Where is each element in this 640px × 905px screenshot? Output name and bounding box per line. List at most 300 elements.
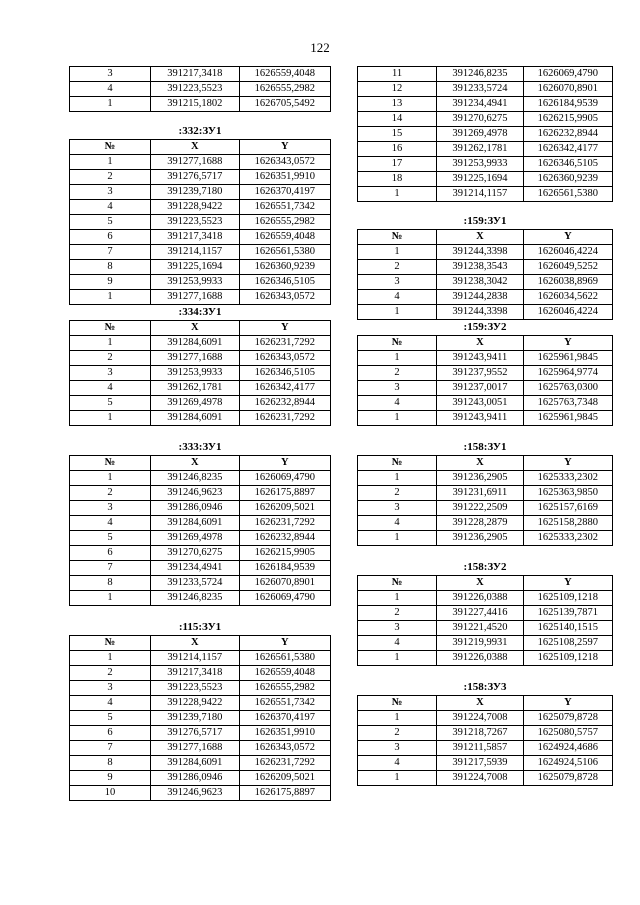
table-row [70,336,331,351]
table-row [358,290,613,305]
table-row [358,606,613,621]
table-row [70,275,331,290]
y-coordinate: 1626215,9905 [523,112,612,127]
table-row [358,711,613,726]
number-column-header: № [358,696,437,711]
table-row [70,155,331,170]
table-row [358,771,613,786]
point-number: 1 [358,305,437,320]
x-coordinate: 391284,6091 [150,516,239,531]
x-coordinate: 391237,9552 [437,366,524,381]
point-number: 7 [70,561,151,576]
x-coordinate: 391217,3418 [150,666,239,681]
y-column-header: Y [239,636,330,651]
y-coordinate: 1625109,1218 [523,651,612,666]
table-row [358,381,613,396]
y-coordinate: 1626351,9910 [239,726,330,741]
table-row [358,351,613,366]
point-number: 1 [70,336,151,351]
table-row [358,366,613,381]
y-coordinate: 1626343,0572 [239,741,330,756]
y-coordinate: 1626705,5492 [239,97,330,112]
y-coordinate: 1626175,8897 [239,786,330,801]
x-coordinate: 391219,9931 [437,636,524,651]
point-number: 3 [358,381,437,396]
table-row [358,260,613,275]
x-coordinate: 391276,5717 [150,726,239,741]
coordinate-block [357,680,613,786]
coordinate-table [357,695,613,786]
y-coordinate: 1626555,2982 [239,215,330,230]
x-coordinate: 391246,8235 [437,67,524,82]
point-number: 5 [70,396,151,411]
x-coordinate: 391284,6091 [150,336,239,351]
table-row [358,245,613,260]
x-column-header: X [437,576,524,591]
table-header-row [70,140,331,155]
table-row [70,561,331,576]
x-coordinate: 391270,6275 [150,546,239,561]
y-column-header: Y [523,696,612,711]
point-number: 5 [70,531,151,546]
point-number: 1 [358,651,437,666]
point-number: 1 [358,187,437,202]
y-coordinate: 1626231,7292 [239,411,330,426]
table-row [358,486,613,501]
table-row [358,396,613,411]
point-number: 16 [358,142,437,157]
point-number: 1 [358,245,437,260]
table-row [70,471,331,486]
point-number: 2 [70,666,151,681]
table-header-row [70,636,331,651]
x-coordinate: 391228,9422 [150,200,239,215]
table-header-row [70,456,331,471]
y-column-header: Y [523,336,612,351]
table-row [70,411,331,426]
coordinate-table [357,575,613,666]
point-number: 3 [358,501,437,516]
point-number: 2 [358,726,437,741]
x-coordinate: 391284,6091 [150,756,239,771]
table-row [358,172,613,187]
table-header-row [358,576,613,591]
coordinate-block [69,305,331,426]
table-header-row [358,336,613,351]
point-number: 8 [70,576,151,591]
table-row [70,170,331,185]
point-number: 2 [358,606,437,621]
point-number: 8 [70,756,151,771]
table-row [358,621,613,636]
point-number: 3 [70,67,151,82]
parcel-title: :332:ЗУ1 [178,125,222,137]
x-coordinate: 391246,9623 [150,786,239,801]
y-coordinate: 1626555,2982 [239,681,330,696]
table-row [358,636,613,651]
x-coordinate: 391253,9933 [437,157,524,172]
x-coordinate: 391246,8235 [150,591,239,606]
x-coordinate: 391246,8235 [150,471,239,486]
y-coordinate: 1624924,4686 [523,741,612,756]
y-coordinate: 1625158,2880 [523,516,612,531]
table-row [70,230,331,245]
x-coordinate: 391238,3042 [437,275,524,290]
coordinate-block [69,124,331,305]
x-coordinate: 391218,7267 [437,726,524,741]
x-coordinate: 391239,7180 [150,185,239,200]
table-row [70,681,331,696]
y-column-header: Y [239,140,330,155]
coordinate-table [357,335,613,426]
table-row [358,471,613,486]
x-coordinate: 391237,0017 [437,381,524,396]
point-number: 1 [70,411,151,426]
point-number: 3 [70,366,151,381]
table-row [70,591,331,606]
point-number: 11 [358,67,437,82]
y-column-header: Y [523,230,612,245]
x-coordinate: 391269,4978 [150,531,239,546]
point-number: 3 [70,681,151,696]
y-coordinate: 1626049,5252 [523,260,612,275]
parcel-title: :159:ЗУ1 [463,215,507,227]
y-column-header: Y [523,456,612,471]
point-number: 4 [358,756,437,771]
table-row [70,351,331,366]
y-coordinate: 1626069,4790 [239,591,330,606]
y-column-header: Y [239,321,330,336]
point-number: 2 [358,486,437,501]
point-number: 1 [70,591,151,606]
point-number: 1 [358,351,437,366]
point-number: 5 [70,215,151,230]
y-coordinate: 1626346,5105 [523,157,612,172]
point-number: 14 [358,112,437,127]
y-coordinate: 1626046,4224 [523,245,612,260]
number-column-header: № [70,140,151,155]
point-number: 18 [358,172,437,187]
y-coordinate: 1625333,2302 [523,471,612,486]
coordinate-table [357,455,613,546]
table-row [70,741,331,756]
y-coordinate: 1626209,5021 [239,771,330,786]
table-row [70,576,331,591]
x-coordinate: 391227,4416 [437,606,524,621]
table-row [358,516,613,531]
table-row [70,651,331,666]
y-coordinate: 1626561,5380 [239,245,330,260]
table-row [70,711,331,726]
point-number: 1 [358,711,437,726]
point-number: 2 [70,170,151,185]
y-coordinate: 1625157,6169 [523,501,612,516]
table-row [358,112,613,127]
point-number: 15 [358,127,437,142]
table-row [358,187,613,202]
y-coordinate: 1625961,9845 [523,411,612,426]
point-number: 4 [70,200,151,215]
y-coordinate: 1624924,5106 [523,756,612,771]
table-row [70,516,331,531]
number-column-header: № [70,321,151,336]
y-coordinate: 1626342,4177 [523,142,612,157]
x-coordinate: 391244,2838 [437,290,524,305]
point-number: 2 [70,351,151,366]
y-coordinate: 1626070,8901 [239,576,330,591]
table-row [358,97,613,112]
point-number: 2 [70,486,151,501]
x-column-header: X [150,456,239,471]
parcel-title: :159:ЗУ2 [463,321,507,333]
number-column-header: № [70,636,151,651]
y-coordinate: 1626184,9539 [523,97,612,112]
coordinate-table [69,66,331,112]
x-coordinate: 391244,3398 [437,245,524,260]
point-number: 10 [70,786,151,801]
point-number: 4 [358,290,437,305]
table-row [70,245,331,260]
point-number: 1 [70,155,151,170]
y-coordinate: 1625139,7871 [523,606,612,621]
x-coordinate: 391217,3418 [150,67,239,82]
x-column-header: X [437,456,524,471]
y-coordinate: 1626561,5380 [239,651,330,666]
x-coordinate: 391217,3418 [150,230,239,245]
y-coordinate: 1626559,4048 [239,67,330,82]
table-row [70,546,331,561]
table-row [70,756,331,771]
point-number: 7 [70,245,151,260]
point-number: 5 [70,711,151,726]
x-column-header: X [437,230,524,245]
y-coordinate: 1626343,0572 [239,155,330,170]
point-number: 9 [70,275,151,290]
y-coordinate: 1626346,5105 [239,275,330,290]
table-row [70,97,331,112]
y-coordinate: 1625763,0300 [523,381,612,396]
point-number: 3 [70,501,151,516]
point-number: 4 [70,696,151,711]
table-row [358,741,613,756]
x-coordinate: 391277,1688 [150,351,239,366]
point-number: 1 [70,97,151,112]
x-column-header: X [437,696,524,711]
x-coordinate: 391226,0388 [437,651,524,666]
x-coordinate: 391253,9933 [150,275,239,290]
y-coordinate: 1626343,0572 [239,351,330,366]
x-coordinate: 391286,0946 [150,501,239,516]
y-coordinate: 1625108,2597 [523,636,612,651]
y-coordinate: 1626342,4177 [239,381,330,396]
number-column-header: № [358,456,437,471]
coordinate-table [69,455,331,606]
x-coordinate: 391243,9411 [437,351,524,366]
table-row [70,771,331,786]
coordinate-block [69,66,331,112]
y-coordinate: 1625333,2302 [523,531,612,546]
point-number: 1 [358,411,437,426]
page-number: 122 [310,40,330,55]
table-row [358,67,613,82]
point-number: 1 [358,471,437,486]
x-coordinate: 391214,1157 [437,187,524,202]
y-coordinate: 1626184,9539 [239,561,330,576]
table-row [70,666,331,681]
number-column-header: № [358,230,437,245]
x-coordinate: 391243,0051 [437,396,524,411]
x-coordinate: 391222,2509 [437,501,524,516]
y-coordinate: 1626231,7292 [239,516,330,531]
point-number: 9 [70,771,151,786]
table-row [358,127,613,142]
x-coordinate: 391228,9422 [150,696,239,711]
parcel-title: :158:ЗУ2 [463,561,507,573]
table-row [70,82,331,97]
x-coordinate: 391253,9933 [150,366,239,381]
point-number: 4 [358,636,437,651]
y-coordinate: 1626232,8944 [239,396,330,411]
y-coordinate: 1625079,8728 [523,771,612,786]
x-coordinate: 391223,5523 [150,681,239,696]
point-number: 3 [358,275,437,290]
y-coordinate: 1626038,8969 [523,275,612,290]
y-coordinate: 1625109,1218 [523,591,612,606]
coordinate-table [69,320,331,426]
table-row [70,200,331,215]
table-row [70,260,331,275]
x-coordinate: 391277,1688 [150,741,239,756]
x-coordinate: 391231,6911 [437,486,524,501]
table-row [358,157,613,172]
number-column-header: № [358,336,437,351]
x-coordinate: 391223,5523 [150,82,239,97]
x-coordinate: 391233,5724 [150,576,239,591]
x-coordinate: 391284,6091 [150,411,239,426]
y-coordinate: 1626561,5380 [523,187,612,202]
point-number: 2 [358,260,437,275]
coordinate-table [357,229,613,320]
x-coordinate: 391236,2905 [437,471,524,486]
coordinate-block [357,66,613,202]
table-row [358,726,613,741]
coordinate-table [69,635,331,801]
x-coordinate: 391270,6275 [437,112,524,127]
x-coordinate: 391238,3543 [437,260,524,275]
table-header-row [70,321,331,336]
y-coordinate: 1626232,8944 [523,127,612,142]
y-coordinate: 1626070,8901 [523,82,612,97]
point-number: 3 [70,185,151,200]
y-coordinate: 1626175,8897 [239,486,330,501]
y-coordinate: 1625363,9850 [523,486,612,501]
x-coordinate: 391226,0388 [437,591,524,606]
point-number: 13 [358,97,437,112]
point-number: 4 [70,82,151,97]
table-row [358,305,613,320]
point-number: 1 [358,591,437,606]
x-coordinate: 391224,7008 [437,771,524,786]
y-coordinate: 1625140,1515 [523,621,612,636]
y-coordinate: 1626360,9239 [523,172,612,187]
table-row [70,696,331,711]
y-coordinate: 1626360,9239 [239,260,330,275]
x-column-header: X [150,636,239,651]
number-column-header: № [70,456,151,471]
table-row [70,215,331,230]
parcel-title: :158:ЗУ3 [463,681,507,693]
table-row [358,142,613,157]
point-number: 4 [70,381,151,396]
y-coordinate: 1625079,8728 [523,711,612,726]
y-coordinate: 1626231,7292 [239,336,330,351]
x-coordinate: 391217,5939 [437,756,524,771]
point-number: 4 [358,396,437,411]
x-coordinate: 391244,3398 [437,305,524,320]
y-coordinate: 1625080,5757 [523,726,612,741]
y-coordinate: 1626346,5105 [239,366,330,381]
x-coordinate: 391277,1688 [150,290,239,305]
point-number: 8 [70,260,151,275]
table-row [70,726,331,741]
y-coordinate: 1626555,2982 [239,82,330,97]
y-coordinate: 1626034,5622 [523,290,612,305]
point-number: 1 [70,651,151,666]
y-coordinate: 1626069,4790 [239,471,330,486]
x-coordinate: 391269,4978 [437,127,524,142]
y-coordinate: 1625763,7348 [523,396,612,411]
point-number: 17 [358,157,437,172]
table-row [358,531,613,546]
y-coordinate: 1626551,7342 [239,200,330,215]
y-coordinate: 1625964,9774 [523,366,612,381]
x-coordinate: 391239,7180 [150,711,239,726]
x-coordinate: 391277,1688 [150,155,239,170]
x-coordinate: 391276,5717 [150,170,239,185]
y-coordinate: 1626343,0572 [239,290,330,305]
y-coordinate: 1626215,9905 [239,546,330,561]
point-number: 3 [358,741,437,756]
point-number: 6 [70,546,151,561]
coordinate-block [357,320,613,426]
coordinate-block [357,214,613,320]
x-coordinate: 391228,2879 [437,516,524,531]
point-number: 1 [70,290,151,305]
y-coordinate: 1625961,9845 [523,351,612,366]
x-coordinate: 391223,5523 [150,215,239,230]
x-coordinate: 391224,7008 [437,711,524,726]
x-coordinate: 391234,4941 [150,561,239,576]
y-coordinate: 1626559,4048 [239,230,330,245]
y-column-header: Y [239,456,330,471]
x-coordinate: 391243,9411 [437,411,524,426]
table-header-row [358,696,613,711]
y-coordinate: 1626559,4048 [239,666,330,681]
x-coordinate: 391215,1802 [150,97,239,112]
point-number: 4 [70,516,151,531]
parcel-title: :115:ЗУ1 [178,621,222,633]
point-number: 3 [358,621,437,636]
parcel-title: :334:ЗУ1 [178,306,222,318]
point-number: 6 [70,230,151,245]
y-coordinate: 1626370,4197 [239,185,330,200]
x-coordinate: 391262,1781 [150,381,239,396]
table-row [70,381,331,396]
left-column [69,66,331,801]
x-column-header: X [150,321,239,336]
y-coordinate: 1626209,5021 [239,501,330,516]
table-row [70,67,331,82]
